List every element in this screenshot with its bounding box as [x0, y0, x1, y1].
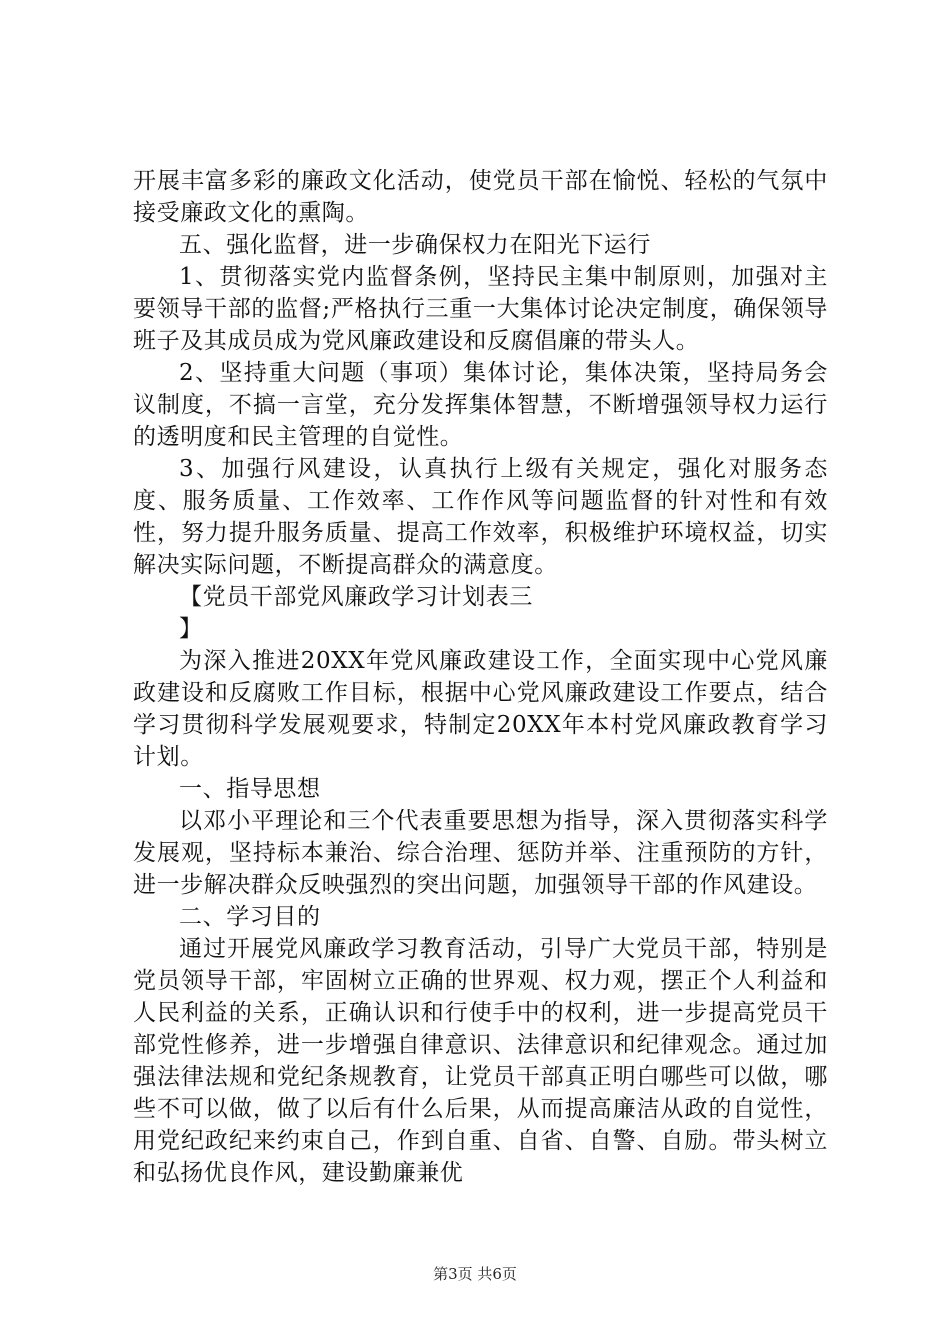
plan-title-line-2: 】 — [179, 616, 203, 642]
paragraph-item-2: 2、坚持重大问题（事项）集体讨论，集体决策，坚持局务会议制度，不搞一言堂，充分发挥集体智慧，不断增强领导权力运行的透明度和民主管理的自觉性。 — [133, 360, 828, 450]
paragraph-item-3: 3、加强行风建设，认真执行上级有关规定，强化对服务态度、服务质量、工作效率、工作作风等问题监督的针对性和有效性，努力提升服务质量、提高工作效率，积极维护环境权益，切实解决实际问题，不断提高群众的满意度。 — [133, 456, 828, 578]
page-footer: 第3页 共6页 — [433, 1265, 517, 1283]
section-heading-guiding-thought: 一、指导思想 — [179, 776, 321, 802]
document-body — [133, 165, 828, 1189]
guiding-thought-paragraph: 以邓小平理论和三个代表重要思想为指导，深入贯彻落实科学发展观，坚持标本兼治、综合治理、惩防并举、注重预防的方针，进一步解决群众反映强烈的突出问题，加强领导干部的作风建设。 — [133, 808, 828, 898]
study-purpose-paragraph: 通过开展党风廉政学习教育活动，引导广大党员干部，特别是党员领导干部，牢固树立正确的世界观、权力观，摆正个人利益和人民利益的关系，正确认识和行使手中的权利，进一步提高党员干部党性修养，进一步增强自律意识、法律意识和纪律观念。通过加强法律法规和党纪条规教育，让党员干部真正明白哪些可以做，哪些不可以做，做了以后有什么后果，从而提高廉洁从政的自觉性，用党纪政纪来约束自己，作到自重、自省、自警、自励。带头树立和弘扬优良作风，建设勤廉兼优 — [133, 936, 828, 1186]
section-heading-study-purpose: 二、学习目的 — [179, 904, 321, 930]
plan-title-line-1: 【党员干部党风廉政学习计划表三 — [179, 584, 533, 610]
section-heading-five: 五、强化监督，进一步确保权力在阳光下运行 — [179, 232, 651, 258]
paragraph-1: 开展丰富多彩的廉政文化活动，使党员干部在愉悦、轻松的气氛中接受廉政文化的熏陶。 — [133, 168, 828, 226]
plan-intro-paragraph: 为深入推进20XX年党风廉政建设工作，全面实现中心党风廉政建设和反腐败工作目标，根据中心党风廉政建设工作要点，结合学习贯彻科学发展观要求，特制定20XX年本村党风廉政教育学习计划。 — [133, 648, 828, 770]
paragraph-item-1: 1、贯彻落实党内监督条例，坚持民主集中制原则，加强对主要领导干部的监督;严格执行三重一大集体讨论决定制度，确保领导班子及其成员成为党风廉政建设和反腐倡廉的带头人。 — [133, 264, 828, 354]
